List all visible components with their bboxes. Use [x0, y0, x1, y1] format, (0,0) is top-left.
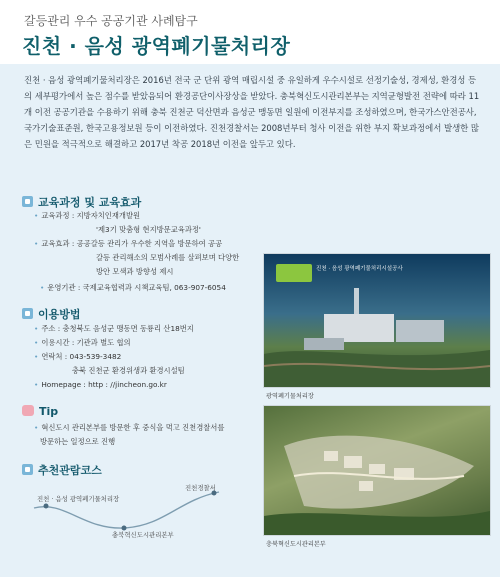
usage-hours: • 이용시간 : 기관과 별도 협의	[34, 338, 131, 347]
side-building	[396, 320, 444, 342]
education-heading: 교육과정 및 교육효과	[22, 194, 141, 210]
city-aerial-illustration	[264, 406, 490, 535]
course-stop-2-label: 충북혁신도시관리본부	[112, 531, 174, 539]
waste-facility-photo	[263, 253, 491, 388]
annex-building	[304, 338, 344, 350]
photo1-caption: 광역폐기물처리장	[266, 393, 314, 400]
usage-phone: • 연락처 : 043-539-3482	[34, 352, 122, 361]
education-effect-cont1: 갈등 관리해소의 모범사례를 살펴보며 다양한	[96, 253, 240, 262]
tip-icon	[22, 405, 34, 416]
block-1	[324, 451, 338, 461]
tip-heading: Tip	[22, 405, 58, 418]
education-effect-item: • 교육효과 : 공공갈등 관리가 우수한 지역을 방문하여 공공	[34, 239, 223, 248]
innovation-city-photo	[263, 405, 491, 536]
usage-homepage: • Homepage : http : //jincheon.go.kr	[34, 380, 167, 389]
info-icon	[22, 308, 33, 319]
course-stop-1	[44, 504, 49, 509]
page-title: 진천 · 음성 광역폐기물처리장	[22, 34, 291, 58]
intro-text: 진천 · 음성 광역폐기물처리장은 2016년 전국 군 단위 광역 매립시설 중 유일하게 우수시설로 선정기술성, 경제성, 환경성 등의 세부평가에서 높은 점수를 받았음되어 환경공단이사장상을 받았다. 충북혁신도시관리본부는 지역균형발전 전략에 따라 11개 이전 공공기관을 수용하기 위해 충북 진천군 덕산면과 음성군 맹동면 일원에 이전부지를 조성하였으며, 한국가스안전공사, 국가기술표준원, 한국고용정보원 등이 이전하였다. 진천경찰서는 2008년부터 청사 이전을 위한 부지 확보과정에서 발생한 많은 민원을 적극적으로 해결하고 2017년 착공 2018년 이전을 앞두고 있다.	[24, 75, 480, 149]
main-building	[324, 314, 394, 342]
intro-box	[0, 64, 500, 170]
education-effect-cont2: 방안 모색과 방향성 제시	[96, 267, 174, 276]
course-stop-1-label: 진천 · 음성 광역폐기물처리장	[37, 495, 120, 503]
block-5	[359, 481, 373, 491]
block-3	[369, 464, 385, 474]
usage-heading: 이용방법	[22, 306, 81, 322]
education-contact: • 운영기관 : 국제교육협력과 시책교육팀, 063-907-6054	[40, 283, 226, 292]
tip-line1: • 혁신도시 관리본부를 방문한 후 중식을 먹고 진천경찰서를	[34, 423, 225, 432]
document-icon	[22, 196, 33, 207]
tip-line2: 방문하는 일정으로 진행	[40, 437, 116, 446]
education-course-item: • 교육과정 : 지방자치인재개발원	[34, 211, 141, 220]
course-stop-3-label: 진천경찰서	[185, 484, 216, 492]
course-heading: 추천관람코스	[22, 462, 102, 478]
usage-phone-cont: 충북 진천군 환경위생과 환경시설팀	[72, 366, 185, 375]
education-course-cont: '제3기 맞춤형 현지방문교육과정'	[96, 225, 201, 234]
facility-sign-text: 진천 · 음성 광역폐기물처리시설공사	[316, 266, 403, 272]
header	[0, 0, 500, 64]
facility-illustration	[264, 254, 490, 387]
logo-sign	[276, 264, 312, 282]
page-subtitle: 갈등관리 우수 공공기관 사례탐구	[24, 14, 198, 28]
photo2-caption: 충북혁신도시관리본부	[266, 541, 326, 548]
usage-address: • 주소 : 충청북도 음성군 맹동면 동룡리 산18번지	[34, 324, 194, 333]
forest	[264, 511, 490, 535]
block-2	[344, 456, 362, 468]
